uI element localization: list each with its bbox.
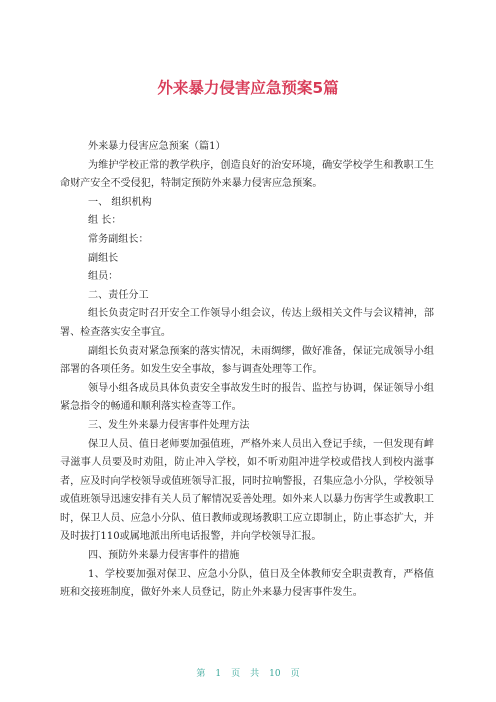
section-heading: 一、 组织机构 (88, 196, 152, 208)
section-heading: 外来暴力侵害应急预案（篇1） (88, 141, 226, 152)
list-item: 组员： (88, 271, 119, 283)
total-label: 共 (250, 669, 260, 679)
total-unit: 页 (290, 669, 300, 679)
section-heading: 四、预防外来暴力侵害事件的措施 (88, 550, 240, 562)
page-number: 1 (215, 669, 222, 679)
body-paragraph: 组长负责定时召开安全工作领导小组会议，传达上级相关文件与会议精神，部署、检查落实安全事宜。 (60, 308, 434, 338)
body-paragraph: 1、学校要加强对保卫、应急小分队，值日及全体教师安全职责教育，严格值班和交接班制度，做好外来人员登记，防止外来暴力侵害事件发生。 (60, 568, 434, 599)
list-item: 副组长 (88, 252, 119, 264)
body-paragraph: 领导小组各成员具体负责安全事故发生时的报告、监控与协调，保证领导小组紧急指令的畅通和顺利落实检查等工作。 (60, 382, 434, 413)
body-paragraph: 保卫人员、值日老师要加强值班，严格外来人员出入登记手续，一但发现有衅寻滋事人员要及时劝阻，防止冲入学校，如不听劝阻冲进学校或借找人到校内滋事者，应及时向学校领导或值班领导汇报，同时拉响警报，召集应急小分队，学校领导或值班领导迅速安排有关人员了解情况妥善处理。如外来人以暴力伤害学生或教职工时，保卫人员、应急小分队、值日教师或现场教职工应立即制止，防止事态扩大，并及时拔打110或属地派出所电话报警，并向学校领导汇报。 (60, 438, 434, 543)
body-paragraph: 为维护学校正常的教学秩序，创造良好的治安环境，确安学校学生和教职工生命财产安全不受侵犯，特制定预防外来暴力侵害应急预案。 (60, 159, 434, 190)
body-paragraph: 副组长负责对紧急预案的落实情况，未雨绸缪，做好准备，保证完成领导小组部署的各项任务。如发生安全事故，参与调查处理等工作。 (60, 345, 434, 376)
document-body (60, 138, 434, 603)
section-heading: 二、责任分工 (88, 289, 149, 301)
page-label: 第 (196, 669, 206, 679)
list-item: 常务副组长： (88, 233, 149, 245)
total-pages: 10 (269, 669, 281, 679)
list-item: 组 长： (88, 215, 122, 227)
section-heading: 三、发生外来暴力侵害事件处理方法 (88, 419, 250, 431)
page-unit: 页 (231, 669, 241, 679)
document-title: 外来暴力侵害应急预案5篇 (157, 79, 339, 97)
page-footer (0, 666, 496, 679)
